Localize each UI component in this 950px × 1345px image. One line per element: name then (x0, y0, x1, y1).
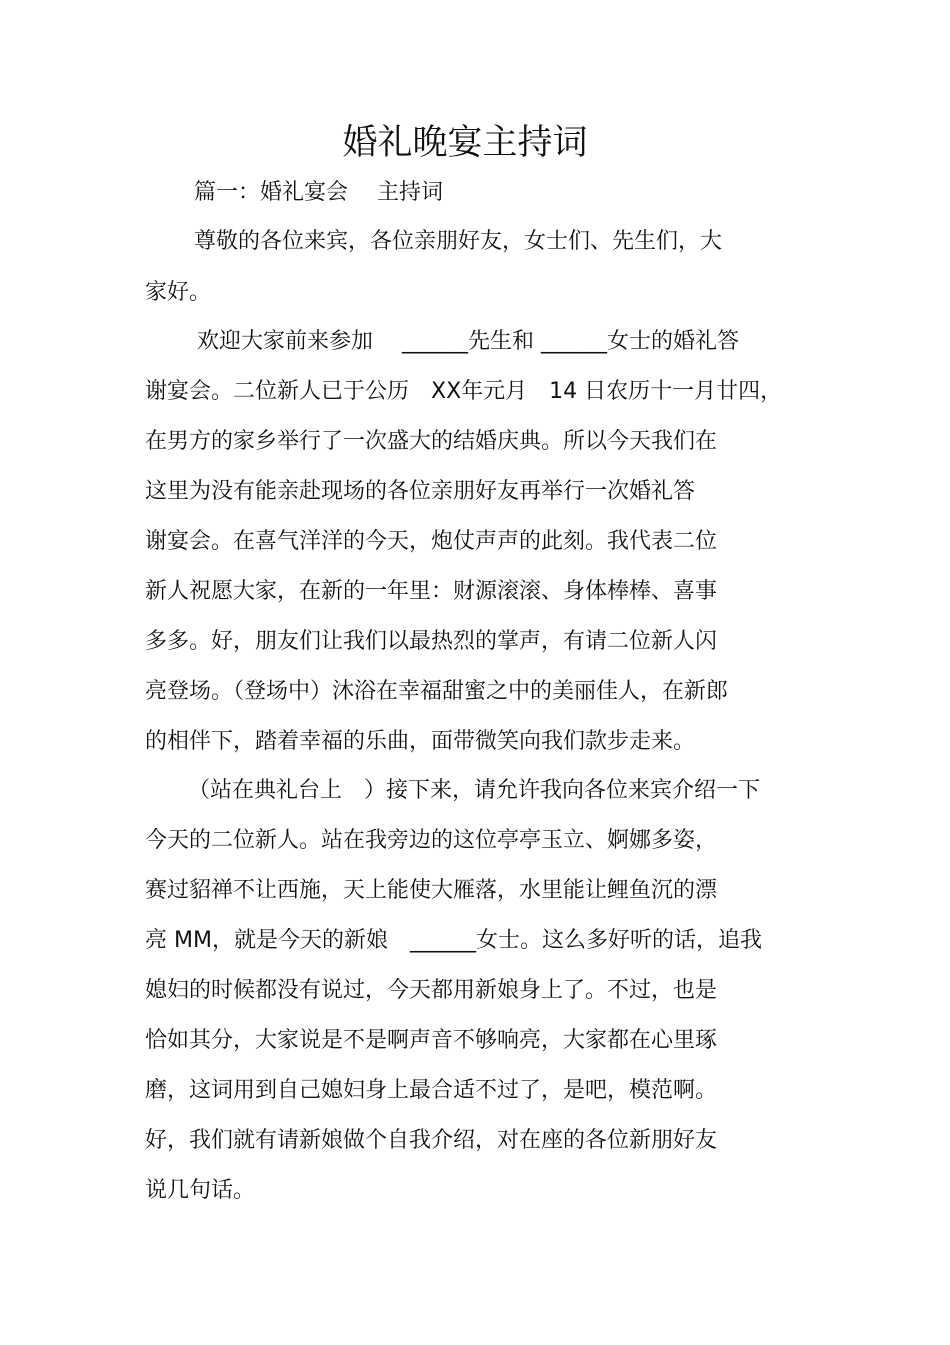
paragraph-line: 谢宴会。二位新人已于公历 XX年元月 14 日农历十一月廿四， (145, 379, 783, 404)
paragraph-line: 说几句话。 (145, 1178, 256, 1203)
paragraph-line: 新人祝愿大家，在新的一年里：财源滚滚、身体棒棒、喜事 (145, 579, 718, 604)
paragraph-line: 家好。 (145, 280, 212, 305)
paragraph-line: 亮 MM，就是今天的新娘 ______女士。这么多好听的话，追我 (145, 928, 762, 953)
paragraph-line: 谢宴会。在喜气洋洋的今天，炮仗声声的此刻。我代表二位 (145, 529, 718, 554)
section-heading: 篇一：婚礼宴会 主持词 (194, 180, 443, 205)
paragraph-line: 的相伴下，踏着幸福的乐曲，面带微笑向我们款步走来。 (145, 729, 696, 754)
paragraph-line: 赛过貂禅不让西施，天上能使大雁落，水里能让鲤鱼沉的漂 (145, 878, 718, 903)
paragraph-line: 这里为没有能亲赴现场的各位亲朋好友再举行一次婚礼答 (145, 479, 696, 504)
paragraph-line: 好，我们就有请新娘做个自我介绍，对在座的各位新朋好友 (145, 1128, 718, 1153)
paragraph-line: 尊敬的各位来宾，各位亲朋好友，女士们、先生们，大 (194, 229, 723, 254)
paragraph-line: 恰如其分，大家说是不是啊声音不够响亮，大家都在心里琢 (145, 1028, 718, 1053)
paragraph-line: （站在典礼台上 ）接下来，请允许我向各位来宾介绍一下 (188, 778, 761, 803)
paragraph-line: 媳妇的时候都没有说过，今天都用新娘身上了。不过，也是 (145, 978, 718, 1003)
paragraph-line: 在男方的家乡举行了一次盛大的结婚庆典。所以今天我们在 (145, 429, 718, 454)
paragraph-line: 欢迎大家前来参加 ______先生和 ______女士的婚礼答 (197, 329, 739, 354)
paragraph-line: 亮登场。（登场中）沐浴在幸福甜蜜之中的美丽佳人，在新郎 (145, 679, 729, 704)
paragraph-line: 磨，这词用到自己媳妇身上最合适不过了，是吧，模范啊。 (145, 1078, 718, 1103)
document-title: 婚礼晚宴主持词 (342, 123, 588, 163)
paragraph-line: 多多。好，朋友们让我们以最热烈的掌声，有请二位新人闪 (145, 629, 718, 654)
paragraph-line: 今天的二位新人。站在我旁边的这位亭亭玉立、婀娜多姿， (145, 828, 718, 853)
